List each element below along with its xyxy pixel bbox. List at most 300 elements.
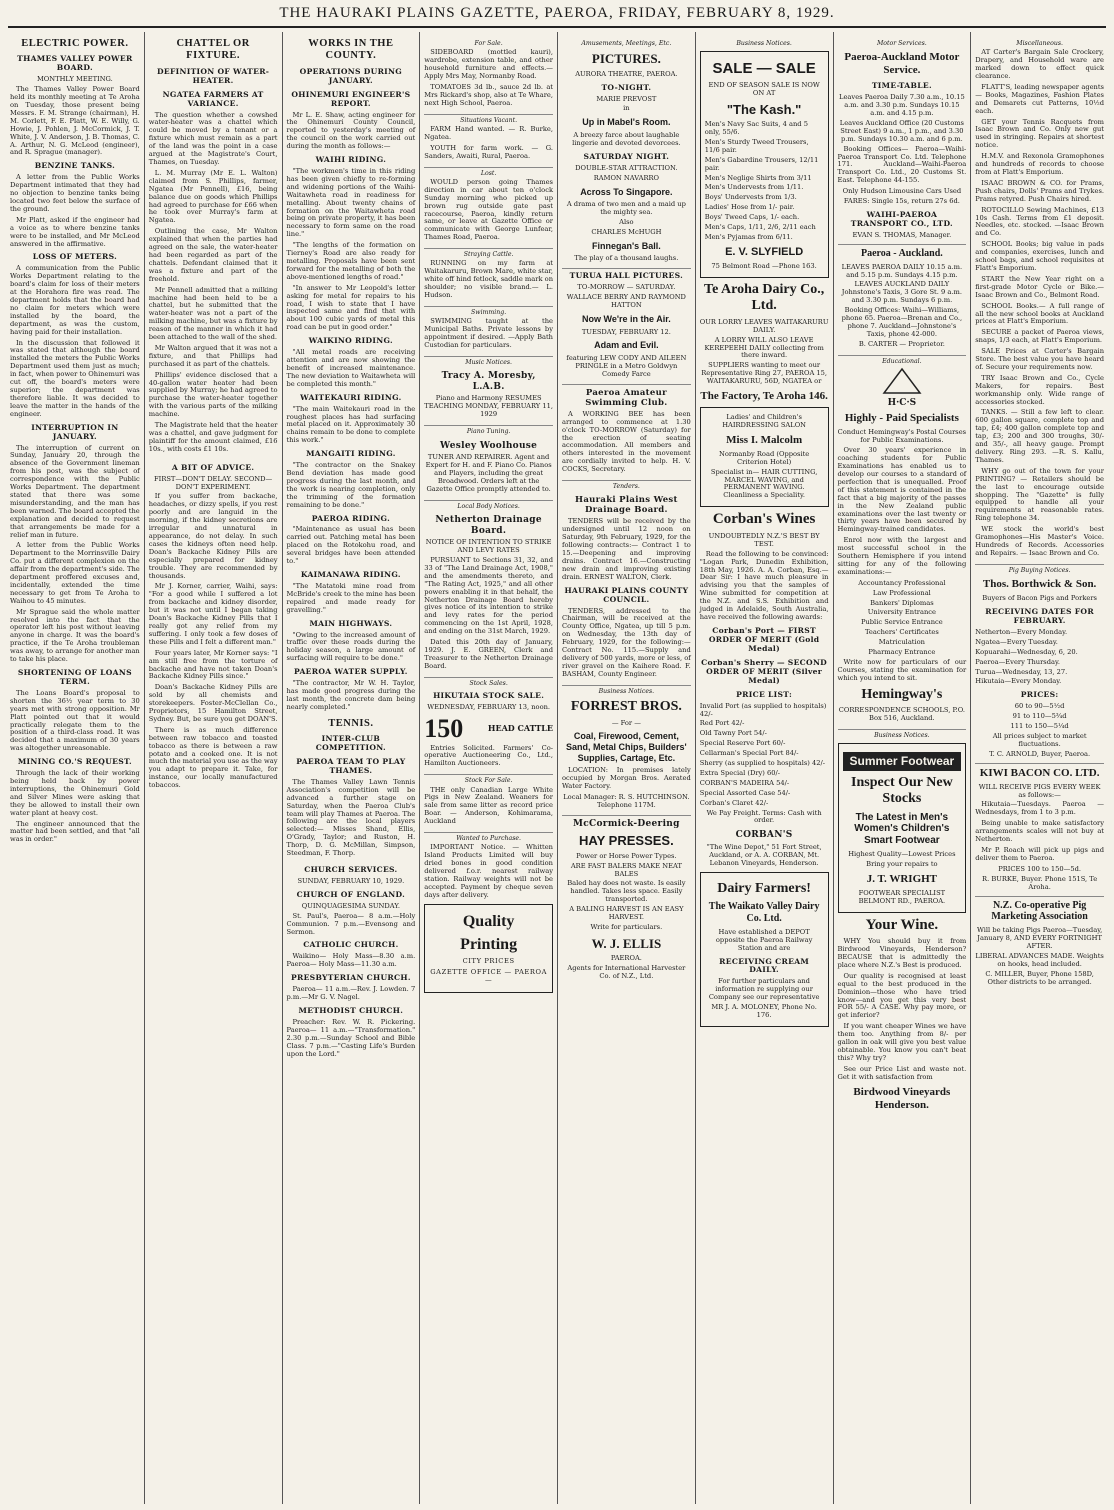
ad-heading: HAY PRESSES. bbox=[579, 833, 674, 849]
paragraph: "The contractor on the Snakey Bend deviation has made good progress during the last month, and the work is nearing completion, only the trimming of the formation remaining to be done." bbox=[286, 461, 416, 509]
ad-body: FOOTWEAR SPECIALIST BELMONT RD., PAEROA. bbox=[858, 888, 946, 905]
film-blurb: A breezy farce about laughable lingerie and devoted devorcees. bbox=[572, 130, 681, 147]
ad-body: Highest Quality—Lowest Prices bbox=[848, 849, 956, 858]
subhead: MINING CO.'S REQUEST. bbox=[17, 757, 132, 767]
subhead: PAEROA WATER SUPPLY. bbox=[294, 667, 408, 677]
paragraph: A communication from the Public Works Department relating to the board's claim for loss of their meters at the Horahora fire was read. The department holds that the board had no claim for meters which were installed by the board, the department, as was the custom, having paid for their installation. bbox=[10, 264, 140, 336]
ad-body: Power or Horse Power Types. bbox=[576, 851, 677, 860]
price-list bbox=[700, 703, 829, 808]
ad-body: A LORRY WILL ALSO LEAVE KEREPEEHI DAILY collecting from there inward. bbox=[704, 335, 824, 360]
ad-body: Coal, Firewood, Cement, Sand, Metal Chips, Builders' Supplies, Cartage, Etc. bbox=[566, 731, 687, 763]
ad-heading: TURUA HALL PICTURES. bbox=[562, 268, 691, 281]
ad-subheading: NOTICE OF INTENTION TO STRIKE AND LEVY RATES bbox=[425, 538, 552, 555]
ad-body: Our quality is recognised at least equal to the best produced in the Dominion—those who have tried know—and you get this very best FOR 55/- A CASE. Why pay more, or get inferior? bbox=[837, 971, 967, 1020]
subhead: MAIN HIGHWAYS. bbox=[309, 618, 393, 628]
paragraph: Mr Pennell admitted that a milking machine had been held to be a chattel, but he submitted that the water-heater was not a part of the milking machine, but was a fixture by reason of the manner in which it had been attached to the wall of the shed. bbox=[148, 285, 278, 342]
sale-item: Men's Undervests from 1/11. bbox=[704, 183, 804, 192]
paragraph: "In answer to Mr Leopold's letter asking for metal for repairs to his road, I wish to state that I have inspected same and find that with about 100 cubic yards of metal this road can be put in good order." bbox=[286, 283, 416, 332]
film-title: Now We're in the Air. bbox=[582, 313, 671, 324]
ad-body: PURSUANT to Sections 31, 32, and 33 of "The Land Drainage Act, 1908," and the amendments thereto, and "The Rating Act, 1925," and all other powers enabling it in that behalf, the Netherton Drainage Board hereby gives notice of its intention to strike and levy rates for the period commencing on the 1st April, 1928, and ending on the 31st March, 1929. bbox=[424, 555, 553, 636]
paragraph: A letter from the Public Works Department to the Morrinsville Dairy Co. put a different complexion on the affair from the department's side. The department proffered excuses and, incidentally, extended the time necessary to get from Te Aroha to Waihou to 45 minutes. bbox=[10, 541, 140, 605]
ad-body: END OF SEASON SALE IS NOW ON AT bbox=[708, 81, 820, 97]
ad-heading: Printing bbox=[460, 935, 518, 953]
ad-body: LOCATION: In premises lately occupied by Morgan Bros. Aerated Water Factory. bbox=[562, 766, 691, 791]
show-day: TO-MORROW — SATURDAY. bbox=[577, 283, 676, 292]
column-4 bbox=[419, 32, 557, 1504]
article-kicker: MONTHLY MEETING. bbox=[36, 75, 113, 84]
sale-item: Men's Pyjamas from 6/11. bbox=[704, 233, 793, 242]
section-label: Motor Services. bbox=[876, 40, 927, 47]
article-subtitle: THAMES VALLEY POWER BOARD. bbox=[17, 54, 133, 73]
article-title: ELECTRIC POWER. bbox=[21, 38, 129, 49]
show-day: TUESDAY, FEBRUARY 12. bbox=[581, 327, 671, 336]
price-item: CORBAN'S MADEIRA 54/- bbox=[699, 778, 790, 787]
ad-body: Piano and Harmony RESUMES TEACHING MONDAY, FEBRUARY 11, 1929 bbox=[424, 394, 553, 419]
ad-body: Hikutaia—Tuesdays. Paeroa — Wednesdays, from 1 to 3 p.m. bbox=[975, 800, 1104, 817]
paragraph: "Maintenance as usual has been carried out. Patching metal has been placed on the Rotokohu road, and several bridges have been attended to." bbox=[286, 525, 416, 566]
paragraph: L. M. Murray (Mr E. L. Walton) claimed from S. Phillips, farmer, Ngatea (Mr Pennell), £16, being balance due on goods which Phillips had agreed to purchase for £66 when he took over Murray's farm at Ngatea. bbox=[148, 168, 278, 225]
ad-heading: N.Z. Co-operative Pig Marketing Association bbox=[975, 896, 1104, 924]
exam-item: Public Service Entrance bbox=[860, 618, 943, 627]
ad-body: If you want cheaper Wines we have them too. Anything from 8/- per gallon in oak will give you best value obtainable. You know you can't beat this? Why try? bbox=[837, 1022, 967, 1062]
section-label: Stock Sales. bbox=[424, 677, 553, 687]
classified-ad: GET your Tennis Racquets from Isaac Brown and Co. Only new gut used in stringing. Repairs at shortest notice. bbox=[975, 117, 1104, 150]
dairy-farmers-ad bbox=[700, 872, 829, 1027]
section-label: Tenders. bbox=[562, 480, 691, 490]
paragraph: Outlining the case, Mr Walton explained that when the parties had agreed on the sale, the water-heater had been regarded as part of the chattels. Defendant claimed that it was a fixture and part of the freehold. bbox=[148, 227, 278, 283]
paragraph: Mr J. Korner, carrier, Waihi, says: "For a good while I suffered a lot from backache and kidney disorder, but it was not until I began taking Doan's Backache Kidney Pills that I really got any relief from my suffering. I only took a few doses of these Pills and I felt a different man." bbox=[148, 582, 278, 646]
ad-body: C. MILLER, Buyer, Phone 158D, Other districts to be arranged. bbox=[985, 969, 1094, 986]
ad-heading: Hauraki Plains West Drainage Board. bbox=[575, 495, 678, 516]
section-label: Stock For Sale. bbox=[424, 774, 553, 784]
ad-body: MR J. A. MOLONEY, Phone No. 176. bbox=[711, 1003, 817, 1020]
ad-body: Local Manager: R. S. HUTCHINSON. Telephone 117M. bbox=[563, 792, 690, 809]
sale-item: Men's Navy Sac Suits, 4 and 5 only, 55/6. bbox=[704, 120, 808, 137]
date-item: Paeroa—Every Thursday. bbox=[975, 657, 1060, 666]
exam-item: Pharmacy Entrance bbox=[868, 648, 936, 657]
classified-ad: SECURE a packet of Paeroa views, snaps, 1/3 each, at Flatt's Emporium. bbox=[975, 328, 1104, 345]
ad-subheading: TIME-TABLE. bbox=[871, 81, 932, 91]
paragraph: "The contractor, Mr W. H. Taylor, has made good progress during the last month, the concrete dam being nearly completed." bbox=[286, 679, 416, 711]
column-3 bbox=[282, 32, 420, 1504]
hcs-logo-text: H·C·S bbox=[887, 397, 917, 408]
ad-subtitle: FIRST—DON'T DELAY. SECOND—DON'T EXPERIMENT. bbox=[154, 474, 273, 491]
subhead: PAEROA RIDING. bbox=[311, 513, 391, 523]
ad-body: R. BURKE, Buyer. Phone 151S, Te Aroha. bbox=[982, 874, 1098, 891]
exam-item: Bankers' Diplomas bbox=[870, 598, 934, 607]
paragraph: There is as much difference between raw tobacco and toasted tobacco as there is between a raw potato and a cooked one. It is not much the material you use as the way you adapt to prepare it. Take, for instance, our locally manufactured tobaccos. bbox=[148, 725, 278, 790]
classified-ad: SALE Prices at Carter's Bargain Store. The best value you have heard of. Secure your requirements now. bbox=[975, 347, 1104, 371]
classified-ad: H.M.V. and Rexonola Gramophones and hundreds of records to choose from at Flatt's Emporium. bbox=[975, 152, 1104, 176]
ad-body: Bring your repairs to bbox=[866, 859, 938, 868]
price-item: Cellarman's Special Port 84/- bbox=[699, 749, 799, 758]
sale-item: Men's Caps, 1/11, 2/6, 2/11 each bbox=[704, 223, 816, 232]
price-item: Extra Special (Dry) 60/- bbox=[699, 768, 781, 777]
ad-heading: The Factory, Te Aroha 146. bbox=[700, 390, 828, 403]
ad-body: A BALING HARVEST IS AN EASY HARVEST. bbox=[569, 905, 684, 922]
exam-item: Law Professional bbox=[872, 588, 931, 597]
paragraph: The Thames Valley Lawn Tennis Association's competition will be advanced a further stage on Saturday, when the Paeroa Club's team will play Thames at Paeroa. The following are the local players selected:— Misses Shand, Ellis, O'Grady, Taylor; and Ruston, H. Thorp, D. G. McMillan, Simpson, Steedman, F. Thorp. bbox=[286, 777, 416, 858]
ad-body: Write now for particulars of our Courses, stating the examination for which you intend to sit. bbox=[837, 658, 967, 682]
salon-ad bbox=[700, 407, 829, 507]
classified-ad: WOULD person going Thames direction in car about ten o'clock Sunday morning who picked up brown rug outside gate past racecourse, Paeroa, kindly return same, or leave at Gazette Office or communicate with George Lunfear, Thames Road, Paeroa. bbox=[424, 177, 553, 242]
paragraph: The interruption of current on Sunday, January 20, through the absence of the Government lineman from his post, was the subject of correspondence with the Public Works Department. The department stated that there was some misunderstanding, and the man has been warned. The board accepted the explanation and decided to request that arrangements be made for a relief man in future. bbox=[10, 443, 140, 539]
price-item: Old Tawny Port 54/- bbox=[699, 729, 767, 738]
section-label: Business Notices. bbox=[562, 685, 691, 695]
paragraph: Through the lack of their working being held back by power interruptions, the Ohinemuri Gold and Silver Mines were asking that they be allowed to install their own water plant at heavy cost. bbox=[10, 769, 140, 817]
church-name: METHODIST CHURCH. bbox=[298, 1005, 404, 1015]
section-label: Lost. bbox=[424, 167, 553, 177]
ad-body: Specialist in— HAIR CUTTING, MARCEL WAVING, and PERMANENT WAVING. Cleanliness a Speciality. bbox=[710, 467, 818, 500]
ad-body: PRICES 100 to 150—5d. bbox=[998, 864, 1081, 873]
ad-body: Read the following to be convinced: "Logan Park, Dunedin Exhibition, 18th May, 1926. A. A. Corban, Esq.—Dear Sir: I have much pleasure in advising you that the samples of Wine submitted for competition at the N.Z. and S.S. Exhibition and judged in Adelaide, South Australia, have received the following awards: bbox=[699, 549, 829, 622]
ad-heading: Netherton Drainage Board. bbox=[435, 514, 542, 536]
show-day: SATURDAY NIGHT. bbox=[583, 151, 670, 161]
subhead: INTERRUPTION IN JANUARY. bbox=[31, 422, 119, 441]
paragraph: "The main Waitekauri road in the roughest places has had surfacing metal placed on it. Approximately 30 chains remain to be done to complete this work." bbox=[286, 404, 416, 445]
classified-ad: RUNNING on my farm at Waitakaruru, Brown Mare, white star, white off hind fetlock, saddle mark on shoulder; no visible brand.— L. Hudson. bbox=[424, 259, 553, 300]
ad-heading: PICTURES. bbox=[591, 51, 661, 67]
price-item: Corban's Claret 42/- bbox=[699, 798, 769, 807]
section-label: Educational. bbox=[838, 355, 967, 365]
ad-body: B. CARTER — Proprietor. bbox=[858, 339, 945, 348]
ad-body: Buyers of Bacon Pigs and Porkers bbox=[982, 594, 1097, 603]
price-list-title: PRICE LIST: bbox=[736, 689, 793, 699]
ad-heading: Hemingway's bbox=[861, 686, 943, 702]
ad-body: Agents for International Harvester Co. of N.Z., Ltd. bbox=[567, 964, 686, 981]
date-item: Ngatea—Every Tuesday. bbox=[975, 637, 1058, 646]
film-blurb: The play of a thousand laughs. bbox=[574, 254, 679, 263]
section-label: Business Notices. bbox=[838, 729, 967, 739]
classified-ad: WE stock the world's best Gramophones—His Master's Voice. Hundreds of Records. Accessories and Repairs. — Isaac Brown and Co. bbox=[975, 525, 1104, 557]
subhead: WAITEKAURI RIDING. bbox=[300, 392, 402, 402]
ad-body: Mr P. Roach will pick up pigs and deliver them to Paeroa. bbox=[975, 846, 1104, 862]
show-day: TO-NIGHT. bbox=[601, 82, 652, 92]
section-label: Pig Buying Notices. bbox=[975, 564, 1104, 574]
subhead: PAEROA TEAM TO PLAY THAMES. bbox=[296, 757, 406, 775]
section-label: Amusements, Meetings, Etc. bbox=[581, 40, 672, 47]
column-1 bbox=[6, 32, 144, 1504]
paragraph: "The workmen's time in this riding has been given chiefly to re-forming and widening portions of the Waihi-Waitawheta road in readiness for metalling. About twenty chains of formation on the Waitawheta road being on private property, it has been necessary to form same on the road line." bbox=[286, 167, 416, 239]
ad-body: UNDOUBTEDLY N.Z.'S BEST BY TEST. bbox=[708, 531, 820, 548]
classified-ad: AT Carter's Bargain Sale Crockery, Drapery, and Household ware are marked down to effect quick clearance. bbox=[975, 48, 1104, 81]
paragraph: The Magistrate held that the heater was a chattel, and gave judgment for plaintiff for the amount claimed, £16 10s., with costs £1 10s. bbox=[148, 421, 278, 453]
article-title: TENNIS. bbox=[328, 717, 374, 729]
ad-body: EVAN S. THOMAS, Manager. bbox=[852, 230, 952, 239]
ad-body: CITY PRICES bbox=[462, 957, 515, 966]
paragraph: "All metal roads are receiving attention and are now showing the benefit of increased maintenance. The new deviation to Waitawheta will be completed this month." bbox=[286, 348, 416, 388]
masthead: THE HAURAKI PLAINS GAZETTE, PAEROA, FRIDAY, FEBRUARY 8, 1929. bbox=[8, 0, 1106, 28]
subhead: MANGAITI RIDING. bbox=[306, 449, 396, 459]
church-date: SUNDAY, FEBRUARY 10, 1929. bbox=[297, 876, 405, 885]
ad-body: We Pay Freight. Terms: Cash with order. bbox=[706, 808, 822, 825]
article-subtitle: DEFINITION OF WATER-HEATER. bbox=[156, 66, 270, 85]
ad-subheading: RECEIVING DATES FOR FEBRUARY. bbox=[985, 606, 1094, 625]
sale-list bbox=[705, 121, 824, 242]
sale-item: Boys' Tweed Caps, 1/- each. bbox=[704, 213, 800, 222]
ad-heading: Dairy Farmers! bbox=[717, 880, 811, 896]
ad-heading: Wesley Woolhouse bbox=[440, 440, 538, 451]
ad-body: Being unable to make satisfactory arrangements scales will not buy at Netherton. bbox=[975, 819, 1104, 844]
ad-heading: E. V. SLYFIELD bbox=[725, 245, 804, 258]
classified-ad: IMPORTANT Notice. — Whitten Island Products Limited will buy dried bones in good condition delivered f.o.r. nearest railway station. Railway weights will not be accepted. Payment by cheque seven days after delivery. bbox=[424, 843, 553, 899]
church-name: PRESBYTERIAN CHURCH. bbox=[290, 973, 411, 983]
column-2 bbox=[144, 32, 282, 1504]
film-title: Across To Singapore. bbox=[580, 186, 673, 197]
ad-body: SUPPLIERS wanting to meet our Representative Ring 27, PAEROA 15, WAITAKARURU, 56D, NGATEA or bbox=[701, 361, 828, 386]
section-label: Music Notices. bbox=[424, 356, 553, 366]
ad-heading: Summer Footwear bbox=[843, 752, 962, 770]
section-label: Piano Tuning. bbox=[424, 425, 553, 435]
price-item: 91 to 110—5¾d bbox=[1012, 712, 1067, 721]
church-times: Waikino— Holy Mass—8.30 a.m. Paeroa— Holy Mass—11.30 a.m. bbox=[286, 952, 416, 969]
classified-ad: TOMATOES 3d lb., sauce 2d lb. at Mrs Rickard's shop, also at Te Whare, next High School, Paeroa. bbox=[424, 82, 553, 107]
article-title: CHATTEL OR FIXTURE. bbox=[176, 38, 250, 62]
ad-heading: W. J. ELLIS bbox=[591, 935, 662, 951]
ad-heading: HAURAKI PLAINS COUNTY COUNCIL. bbox=[564, 585, 689, 604]
ad-heading: Paeroa Amateur Swimming Club. bbox=[562, 384, 691, 408]
ad-heading: Paeroa-Auckland Motor Service. bbox=[844, 51, 960, 77]
classified-ad: SCHOOL Books.— A full range of all the new school books at Auckland prices at Flatt's Emporium. bbox=[975, 301, 1104, 326]
section-label: Wanted to Purchase. bbox=[424, 832, 553, 842]
ad-heading: RECEIVING CREAM DAILY. bbox=[719, 956, 810, 975]
date-item: Netherton—Every Monday. bbox=[975, 627, 1068, 636]
date-item: Hikutaia—Every Monday. bbox=[975, 677, 1062, 686]
paragraph: The engineer announced that the matter had been settled, and that "all was in order." bbox=[10, 819, 140, 844]
section-label: Business Notices. bbox=[736, 40, 792, 47]
subhead: OHINEMURI ENGINEER'S REPORT. bbox=[291, 89, 411, 108]
star-name: RAMON NAVARRO bbox=[593, 173, 660, 182]
ad-heading: Te Aroha Dairy Co., Ltd. bbox=[704, 281, 825, 314]
film-joiner: in bbox=[623, 104, 630, 113]
sale-item: Men's Gabardine Trousers, 12/11 pair. bbox=[704, 155, 819, 172]
section-label: Situations Vacant. bbox=[424, 114, 553, 124]
ad-subheading: PRICES: bbox=[1020, 690, 1059, 700]
cattle-label: HEAD CATTLE bbox=[487, 723, 553, 734]
ad-body: Only Hudson Limousine Cars Used bbox=[842, 187, 962, 196]
subhead: WAIKINO RIDING. bbox=[308, 336, 393, 346]
award: Corban's Port — FIRST ORDER OF MERIT (Gold Medal) bbox=[708, 625, 820, 653]
ad-body: 75 Belmont Road —Phone 163. bbox=[711, 261, 817, 270]
ad-body: Over 30 years' experience in coaching students for Public Examinations has enabled us to develop our courses to a standard of perfection that is unequalled. Proof of this statement is contained in the fact that a big majority of the passes in the New Zealand public examinations over the last twenty or thirty years have been secured by Hemingway-trained candidates. bbox=[837, 446, 967, 534]
ad-body: Leaves Auckland Office (20 Customs Street East) 9 a.m., 1 p.m., and 3.30 p.m. Sundays 10.30 a.m. and 6 p.m. bbox=[839, 118, 964, 143]
price-item: 60 to 90—5½d bbox=[1014, 702, 1065, 711]
ad-body: GAZETTE OFFICE — PAEROA — bbox=[430, 968, 548, 985]
ad-body: Entries Solicited. Farmers' Co-operative Auctioneering Co., Ltd., Hamilton Auctioneers. bbox=[424, 743, 553, 768]
paragraph: "The Matatoki mine road from McBride's creek to the mine has been repaired and made ready for gravelling." bbox=[286, 581, 416, 614]
classified-ad: ROTOCILLO Sewing Machines, £13 10s Cash. Terms from £1 deposit. Needles, etc. stocked. —Isaac Brown and Co. bbox=[975, 205, 1104, 238]
ad-heading: Corban's Wines bbox=[712, 511, 816, 528]
ad-body: WHY You should buy it from Birdwood Vineyards, Henderson? BECAUSE that is admittedly the place where N.Z.'s Best is produced. bbox=[837, 937, 967, 969]
ad-heading: Highly - Paid Specialists bbox=[844, 412, 959, 425]
paragraph: The question whether a cowshed water-heater was a chattel which could be moved by a tenant or a fixture which must remain as a part of the land was the point in a case argued at the Magistrate's Court, Thames, on Tuesday. bbox=[148, 110, 278, 166]
classified-ad: WHY go out of the town for your PRINTING? — Retailers should be the last to encourage outside shopping. The "Gazette" is fully equipped to handle all your requirements at reasonable rates. Ring telephone 34. bbox=[975, 466, 1104, 523]
ad-title: A BIT OF ADVICE. bbox=[171, 462, 255, 472]
kash-sale-ad bbox=[700, 51, 829, 277]
price-item: Special Assorted Case 54/- bbox=[699, 788, 791, 797]
sale-item: Ladies' Hose from 1/- pair. bbox=[704, 203, 795, 212]
exam-item: Matriculation bbox=[878, 638, 925, 647]
paragraph: The Loans Board's proposal to shorten the 36½ year term to 30 years met with strong opposition. Mr Platt pointed out that it would practically relegate them to the position of a third-class road. It was decided that a maximum of 30 years was altogether unreasonable. bbox=[10, 688, 140, 753]
exam-list bbox=[838, 580, 967, 657]
ad-body: Leaves Paeroa Daily 7.30 a.m., 10.15 a.m. and 3.30 p.m. Sundays 10.15 a.m. and 4.15 p.m. bbox=[839, 93, 965, 118]
paragraph: Mr Platt, asked if the engineer had a voice as to where benzine tanks were to be installed, and Mr McLeod answered in the affirmative. bbox=[10, 215, 140, 248]
ad-heading: KIWI BACON CO. LTD. bbox=[975, 763, 1104, 780]
ad-body: Will be taking Pigs Paeroa—Tuesday, January 8, AND EVERY FORTNIGHT AFTER. bbox=[977, 926, 1103, 950]
ad-body: TUNER AND REPAIRER. Agent and Expert for H. and F. Piano Co. Pianos and Players, including the great Broadwood. Orders left at the Gazette Office promptly attended to. bbox=[425, 453, 552, 493]
ad-heading: WAIHI-PAEROA TRANSPORT CO., LTD. bbox=[850, 209, 953, 228]
ad-body: LEAVES AUCKLAND DAILY Johnstone's Taxis, 3 Gore St. 9 a.m. and 3.30 p.m. Sundays 6 p.m. bbox=[841, 280, 962, 305]
ad-body: See our Price List and waste not. Get it with satisfaction from bbox=[837, 1064, 967, 1081]
price-item: Sherry (as supplied to hospitals) 42/- bbox=[699, 759, 826, 768]
ad-body: Booking Offices: Waihi—Williams, phone 65. Paeroa—Brenan and Co., phone 7. Auckland—Johnstone's Taxis, phone 42-000. bbox=[841, 306, 963, 338]
ad-heading: Your Wine. bbox=[865, 916, 939, 933]
paragraph: A letter from the Public Works Department intimated that they had no objection to benzine tanks being located two feet below the surface of the ground. bbox=[10, 173, 140, 213]
subhead: KAIMANAWA RIDING. bbox=[300, 570, 401, 580]
ad-body: TENDERS will be received by the undersigned until 12 noon on Saturday, 9th February, 1929, for the following contracts:— Contract 1 to 15.—Deepening and improving drains. Contract 16.—Constructing new drain and improving existing drain. ERNEST WALTON, Clerk. bbox=[562, 517, 691, 581]
star-name: CHARLES McHUGH bbox=[591, 227, 662, 236]
ad-body: T. C. ARNOLD, Buyer, Paeroa. bbox=[989, 749, 1091, 758]
ad-heading: McCormick-Deering bbox=[562, 815, 691, 830]
church-note: QUINQUAGESIMA SUNDAY. bbox=[301, 901, 401, 910]
classified-ad: SIDEBOARD (mottled kauri), wardrobe, extension table, and other household furniture and effects.— Apply Mrs May, Normanby Road. bbox=[424, 48, 553, 81]
price-item: Special Reserve Port 60/- bbox=[699, 739, 786, 748]
section-label: Local Body Notices. bbox=[424, 500, 553, 510]
classified-ad: THE only Canadian Large White Pigs in New Zealand. Weaners for sale from same litter as record price Boar. — Anderson, Kohimarama, Auckland bbox=[424, 785, 553, 826]
section-label: Straying Cattle. bbox=[424, 248, 553, 258]
quality-printing-ad bbox=[424, 904, 553, 993]
star-name: MARIE PREVOST bbox=[596, 94, 657, 103]
ad-heading: Inspect Our New Stocks bbox=[851, 774, 953, 807]
ad-body: FARES: Single 15s, return 27s 6d. bbox=[843, 197, 960, 206]
ad-body: Dated this 20th day of January, 1929. J. E. GREEN, Clerk and Treasurer to the Netherton Drainage Board. bbox=[424, 638, 553, 670]
ad-heading: Quality bbox=[462, 912, 515, 930]
ad-heading: FORREST BROS. bbox=[570, 699, 682, 715]
film-title: Finnegan's Ball. bbox=[592, 240, 661, 251]
ad-body: LEAVES PAEROA DAILY 10.15 a.m. and 5.15 p.m. Sundays 4.15 p.m. bbox=[841, 262, 963, 279]
exam-item: University Entrance bbox=[867, 608, 936, 617]
subhead: INTER-CLUB COMPETITION. bbox=[315, 734, 387, 753]
classified-ad: FARM Hand wanted. — R. Burke, Ngatea. bbox=[424, 124, 553, 141]
ad-heading: The Waikato Valley Dairy Co. Ltd. bbox=[708, 901, 820, 925]
ad-body: Write for particulars. bbox=[590, 922, 663, 931]
classified-ad: ISAAC BROWN & CO. for Prams, Push chairs, Dolls' Prams and Trykes. Prams retyred. Push Chairs hired. bbox=[975, 178, 1104, 203]
classified-ad: SCHOOL Books; big value in pads and companies, exercises, lunch and school bags, and school requisites at Flatt's Emporium. bbox=[975, 240, 1104, 272]
church-times: Preacher: Rev. W. R. Pickering. Paeroa— 11 a.m.—"Transformation." 2.30 p.m.—Sunday School and Bible Class. 7 p.m.—"Casting Life's Burden upon the Lord." bbox=[286, 1017, 416, 1058]
classified-ad: TANKS. — Still a few left to clear. 600 gallon square, complete top and tap, £4; 400 gallon complete top and tap, £3; 200 and 300 troughs, 30/- and 35/-, all heavy gauge. Prompt delivery. Ring 293. —R. S. Kallu, Thames. bbox=[975, 408, 1104, 464]
classified-ad: YOUTH for farm work. — G. Sanders, Awaiti, Rural, Paeroa. bbox=[424, 143, 553, 160]
sale-item: Men's Sturdy Tweed Trousers, 11/6 pair. bbox=[704, 137, 809, 154]
film-title: Up in Mabel's Room. bbox=[582, 117, 671, 128]
ad-heading: Paeroa - Auckland. bbox=[838, 244, 967, 260]
article-subtitle: OPERATIONS DURING JANUARY. bbox=[299, 66, 403, 85]
date-item: Kopuarahi—Wednesday, 6, 20. bbox=[975, 647, 1078, 656]
subhead: WAIHI RIDING. bbox=[315, 155, 387, 165]
show-note: DOUBLE-STAR ATTRACTION. bbox=[575, 163, 678, 172]
subhead: NGATEA FARMERS AT VARIANCE. bbox=[162, 89, 264, 108]
paragraph: Doan's Backache Kidney Pills are sold by all chemists and storekeepers. Foster-McClellan Co., Proprietors, 15 Hamilton Street, Sydney. But, be sure you get DOAN'S. bbox=[148, 683, 278, 723]
classified-ad: START the New Year right on a first-grade Motor Cycle or Bike.—Isaac Brown and Co., Belmont Road. bbox=[975, 274, 1104, 299]
church-times: St. Paul's, Paeroa— 8 a.m.—Holy Communion. 7 p.m.—Evensong and Sermon. bbox=[286, 911, 416, 936]
ad-heading: Tracy A. Moresby, L.A.B. bbox=[441, 371, 536, 392]
ad-body: Conduct Hemingway's Postal Courses for Public Examinations. bbox=[837, 428, 967, 445]
ad-body: TENDERS, addressed to the Chairman, will be received at the County Office, Ngatea, up till 5 p.m. on Wednesday, the 13th day of February, 1929, for the following:— Contract No. 115.—Supply and delivery of 500 yards, more or less, of river gravel on the Kaihere Road. F. BASHAM, County Engineer. bbox=[562, 606, 691, 678]
column-6 bbox=[695, 32, 833, 1504]
subhead: BENZINE TANKS. bbox=[34, 161, 116, 171]
paragraph: Mr L. E. Shaw, acting engineer for the Ohinemuri County Council, reported to yesterday's meeting of the council on the work carried out during the month as follows:— bbox=[286, 110, 416, 151]
pig-prices bbox=[975, 703, 1104, 731]
ad-body: ARE FAST BALERS MAKE NEAT BALES bbox=[570, 861, 682, 878]
column-5 bbox=[557, 32, 695, 1504]
ad-body: Have established a DEPOT opposite the Paeroa Railway Station and are bbox=[715, 927, 813, 952]
hcs-logo bbox=[838, 367, 967, 409]
star-name: WALLACE BERRY AND RAYMOND HATTON bbox=[566, 293, 686, 310]
ad-heading: "The Kash." bbox=[726, 101, 802, 117]
ad-body: A WORKING BEE has been arranged to commence at 1.30 o'clock TO-MORROW (Saturday) for the erection of seating accommodation. All members and others interested in the movement are cordially invited to help. H. V. COCKS, Secretary. bbox=[562, 409, 691, 474]
sale-item: Boys' Undervests from 1/3. bbox=[704, 193, 797, 202]
film-blurb: A drama of two men and a maid up the mighty sea. bbox=[566, 200, 686, 217]
price-item: 111 to 150—5¼d bbox=[1010, 722, 1069, 731]
paragraph: "Owing to the increased amount of traffic over these roads during the holiday season, a large amount of surfacing will require to be done." bbox=[286, 630, 416, 663]
ad-body: For further particulars and information re supplying our Company see our representative bbox=[708, 977, 820, 1002]
ad-joiner: — For — bbox=[611, 718, 641, 727]
sale-item: Men's Neglige Shirts from 3/11 bbox=[704, 173, 812, 182]
classified-ad: SWIMMING taught at the Municipal Baths. Private lessons by appointment if desired. —Apply Bath Custodian for particulars. bbox=[424, 317, 553, 350]
ad-body: LIBERAL ADVANCES MADE. Weights on hooks, head included. bbox=[975, 951, 1104, 968]
ad-heading: Birdwood Vineyards Henderson. bbox=[853, 1085, 951, 1111]
ad-body: Baled hay does not waste. Is easily handled. Takes less space. Easily transported. bbox=[567, 879, 686, 904]
column-8 bbox=[970, 32, 1108, 1504]
ad-heading: SALE — SALE bbox=[712, 60, 816, 78]
church-title: CHURCH SERVICES. bbox=[304, 865, 398, 874]
ad-heading: Thos. Borthwick & Son. bbox=[982, 578, 1097, 591]
price-item: Invalid Port (as supplied to hospitals) 42/- bbox=[699, 701, 827, 718]
ad-date: WEDNESDAY, FEBRUARY 13, noon. bbox=[427, 702, 551, 711]
subhead: SHORTENING OF LOANS TERM. bbox=[17, 668, 132, 686]
section-label: Swimming. bbox=[424, 306, 553, 316]
ad-body: Enrol now with the largest and most successful school in the Southern Hemisphere if you intend sitting for any of the following examinations:— bbox=[837, 536, 967, 576]
award: Corban's Sherry — SECOND ORDER OF MERIT (Silver Medal) bbox=[701, 657, 828, 685]
section-label: For Sale. bbox=[474, 40, 503, 47]
ad-body: Ladies' and Children's HAIRDRESSING SALON bbox=[722, 413, 807, 429]
paragraph: Mr Walton argued that it was not a fixture, and that Phillips had purchased it as part of the chattels. bbox=[148, 343, 278, 368]
film-blurb: featuring LEW CODY AND AILEEN PRINGLE in a Metro Goldwyn Comedy Farce bbox=[566, 354, 687, 378]
film-title: Adam and Evil. bbox=[594, 340, 659, 351]
church-name: CATHOLIC CHURCH. bbox=[303, 940, 399, 950]
ad-heading: Miss I. Malcolm bbox=[726, 433, 803, 446]
paragraph: "The lengths of the formation on Tierney's Road are also ready for metalling. Proposals have been sent forward for the metalling of both the above-mentioned lengths of road." bbox=[286, 241, 416, 281]
theatre-name: AURORA THEATRE, PAEROA. bbox=[575, 69, 678, 78]
ad-body: Booking Offices— Paeroa—Waihi-Paeroa Transport Co. Ltd. Telephone 171. Auckland—Waihi-Paeroa Transport Co. Ltd., 20 Customs St. East. Telephone 44-155. bbox=[837, 144, 967, 185]
paragraph: Mr Sprague said the whole matter resolved into the fact that the operator left his post without leaving anyone in charge. It was the board's practice, if the Te Aroha troubleman was away, to arrange for another man to take his place. bbox=[10, 607, 140, 664]
ad-heading: J. T. WRIGHT bbox=[866, 872, 938, 885]
exam-item: Teachers' Certificates bbox=[864, 628, 939, 637]
ad-body: "The Wine Depot," 51 Fort Street, Auckland, or A. A. CORBAN, Mt. Lebanon Vineyards, Henderson. bbox=[706, 842, 822, 867]
church-times: Paeroa— 11 a.m.—Rev. J. Lowden. 7 p.m.—Mr G. V. Nagel. bbox=[286, 985, 416, 1002]
paragraph: If you suffer from backache, headaches, or dizzy spells, if you rest poorly and are languid in the morning, if the kidney secretions are irregular and unnatural in appearance, do not delay. In such cases the kidneys often need help. Doan's Backache Kidney Pills are especially prepared for kidney trouble. They are recommended by thousands. bbox=[148, 492, 278, 580]
ad-body: PAEROA. bbox=[610, 954, 642, 963]
church-name: CHURCH OF ENGLAND. bbox=[296, 889, 406, 899]
film-joiner: Also bbox=[619, 217, 634, 226]
ad-body: CORRESPONDENCE SCHOOLS, P.O. Box 516, Auckland. bbox=[838, 706, 965, 723]
summer-footwear-ad bbox=[838, 743, 967, 912]
cattle-count: 150 bbox=[424, 713, 464, 743]
paragraph: In the discussion that followed it was stated that although the board installed the meters the Public Works Department used them just as much; in fact, when power to Ohinemuri was cut off, the board's meters were superior; the department was therefore liable. It was decided to leave the matter in the hands of the engineer. bbox=[10, 338, 140, 418]
date-item: Turua—Wednesday, 13, 27. bbox=[975, 667, 1068, 676]
classified-ad: TRY Isaac Brown and Co., Cycle Makers, for repairs. Best workmanship only. Wide range of accessories stocked. bbox=[975, 373, 1104, 406]
price-item: Red Port 42/- bbox=[699, 719, 745, 728]
exam-item: Accountancy Professional bbox=[858, 578, 946, 587]
